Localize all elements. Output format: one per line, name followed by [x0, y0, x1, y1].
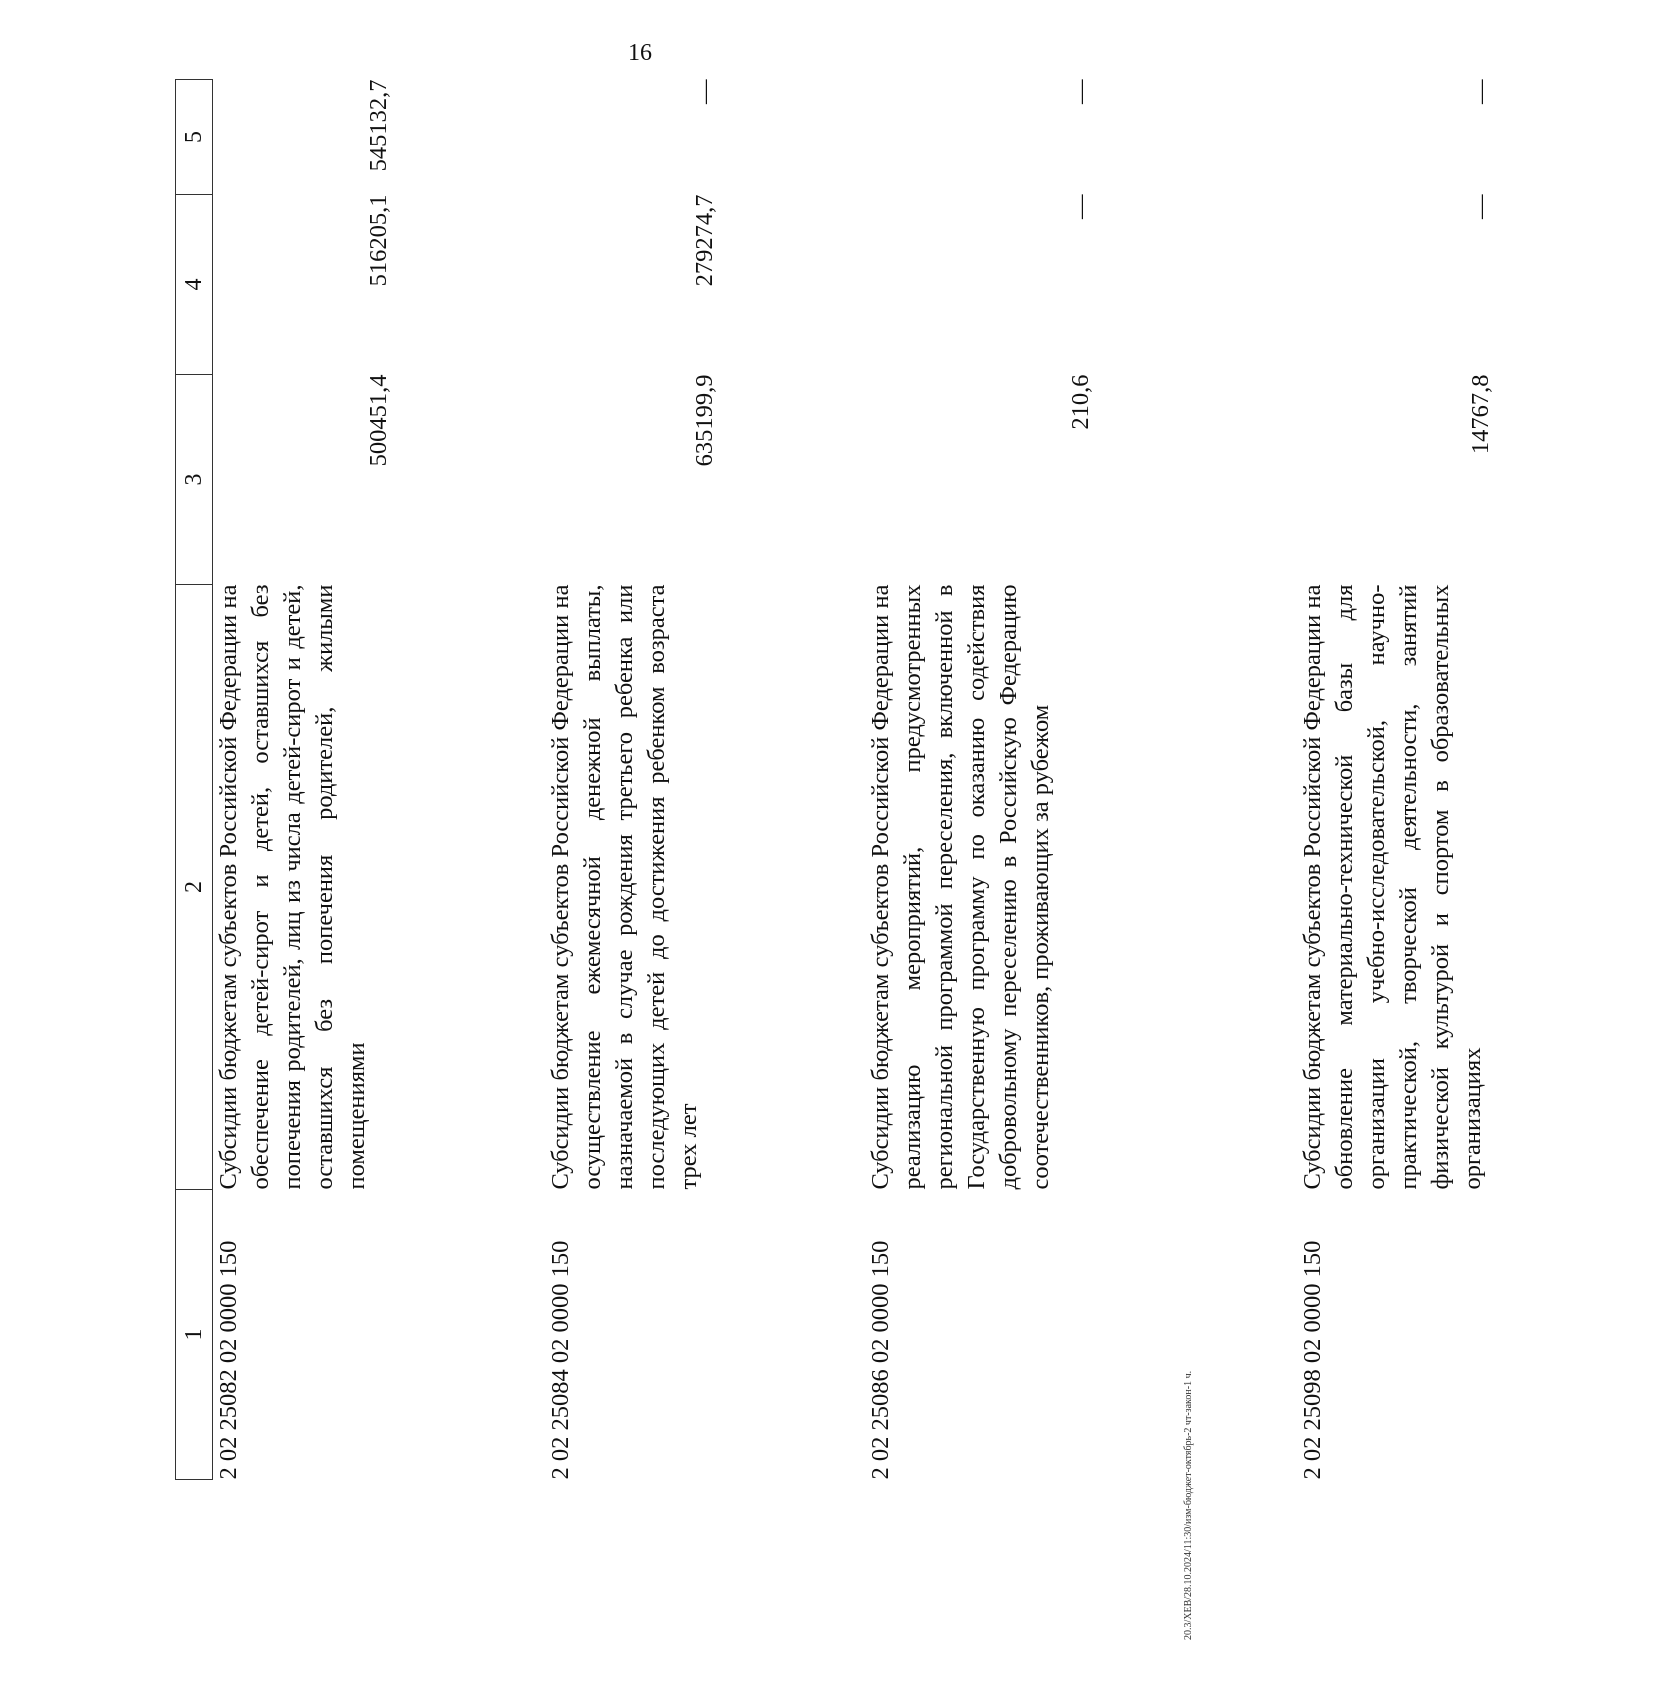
- value-text: 516205,1: [365, 194, 392, 287]
- header-col-5: 5: [176, 80, 213, 195]
- value-text: 14767,8: [1467, 374, 1494, 455]
- budget-code: 2 02 25098 02 0000 150: [1299, 1240, 1326, 1480]
- value-col-3: [865, 375, 1297, 585]
- page-number: 16: [628, 40, 652, 66]
- dash-mark: —: [1067, 79, 1094, 104]
- value-col-4: [545, 195, 865, 375]
- value-col-4: [865, 195, 1297, 375]
- row-description: Субсидии бюджетам субъектов Российской Федерации на реализацию мероприятий, предусмотренных региональной программой переселения, включенной в Государственную программу по оказанию содействия добровольному переселению в Российскую Федерацию соотечественников, проживающих за рубежом: [867, 584, 1054, 1190]
- dash-mark: —: [1467, 79, 1494, 104]
- value-col-4: [1297, 195, 1665, 375]
- budget-code: 2 02 25086 02 0000 150: [867, 1240, 894, 1480]
- header-col-1: 1: [176, 1190, 213, 1480]
- value-col-5: [545, 80, 865, 195]
- budget-code: 2 02 25084 02 0000 150: [547, 1240, 574, 1480]
- footer-text: 20.3/ХЕВ/28.10.2024/11:30/изм-бюджет-октябрь-2 чт-закон-1 ч.: [1183, 1370, 1194, 1640]
- value-col-5: [1297, 80, 1665, 195]
- row-description: Субсидии бюджетам субъектов Российской Федерации на обеспечение детей-сирот и детей, оставшихся без попечения родителей, лиц из числа детей-сирот и детей, оставшихся без попечения родителей, жилыми помещениями: [215, 584, 370, 1190]
- dash-mark: —: [691, 79, 718, 104]
- value-text: 545132,7: [365, 79, 392, 172]
- value-text: 635199,9: [691, 374, 718, 467]
- value-text: 210,6: [1067, 374, 1094, 430]
- dash-mark: —: [1467, 194, 1494, 219]
- document-footer: [1183, 1000, 1194, 1640]
- dash-mark: —: [1067, 194, 1094, 219]
- table-row: [1297, 80, 1665, 1480]
- value-text: 500451,4: [365, 374, 392, 467]
- table-row: [545, 80, 865, 1480]
- budget-code: 2 02 25082 02 0000 150: [215, 1240, 242, 1480]
- value-col-5: [865, 80, 1297, 195]
- value-col-3: [1297, 375, 1665, 585]
- budget-table: [175, 79, 1665, 1480]
- value-col-3: [545, 375, 865, 585]
- header-col-4: 4: [176, 195, 213, 375]
- header-col-3: 3: [176, 375, 213, 585]
- table-row: [865, 80, 1297, 1480]
- rotated-table-container: [175, 79, 1494, 1480]
- value-col-5: [213, 80, 546, 195]
- header-col-2: 2: [176, 585, 213, 1190]
- row-description: Субсидии бюджетам субъектов Российской Федерации на обновление материально-технической базы для организации учебно-исследовательской, научно-практической, творческой деятельности, занятий физической культурой и спортом в образовательных организациях: [1299, 584, 1486, 1190]
- row-description: Субсидии бюджетам субъектов Российской Федерации на осуществление ежемесячной денежной выплаты, назначаемой в случае рождения третьего ребенка или последующих детей до достижения ребенком возраста трех лет: [547, 584, 702, 1190]
- value-col-3: [213, 375, 546, 585]
- value-col-4: [213, 195, 546, 375]
- table-row: [213, 80, 546, 1480]
- table-header-row: [176, 80, 213, 1480]
- value-text: 279274,7: [691, 194, 718, 287]
